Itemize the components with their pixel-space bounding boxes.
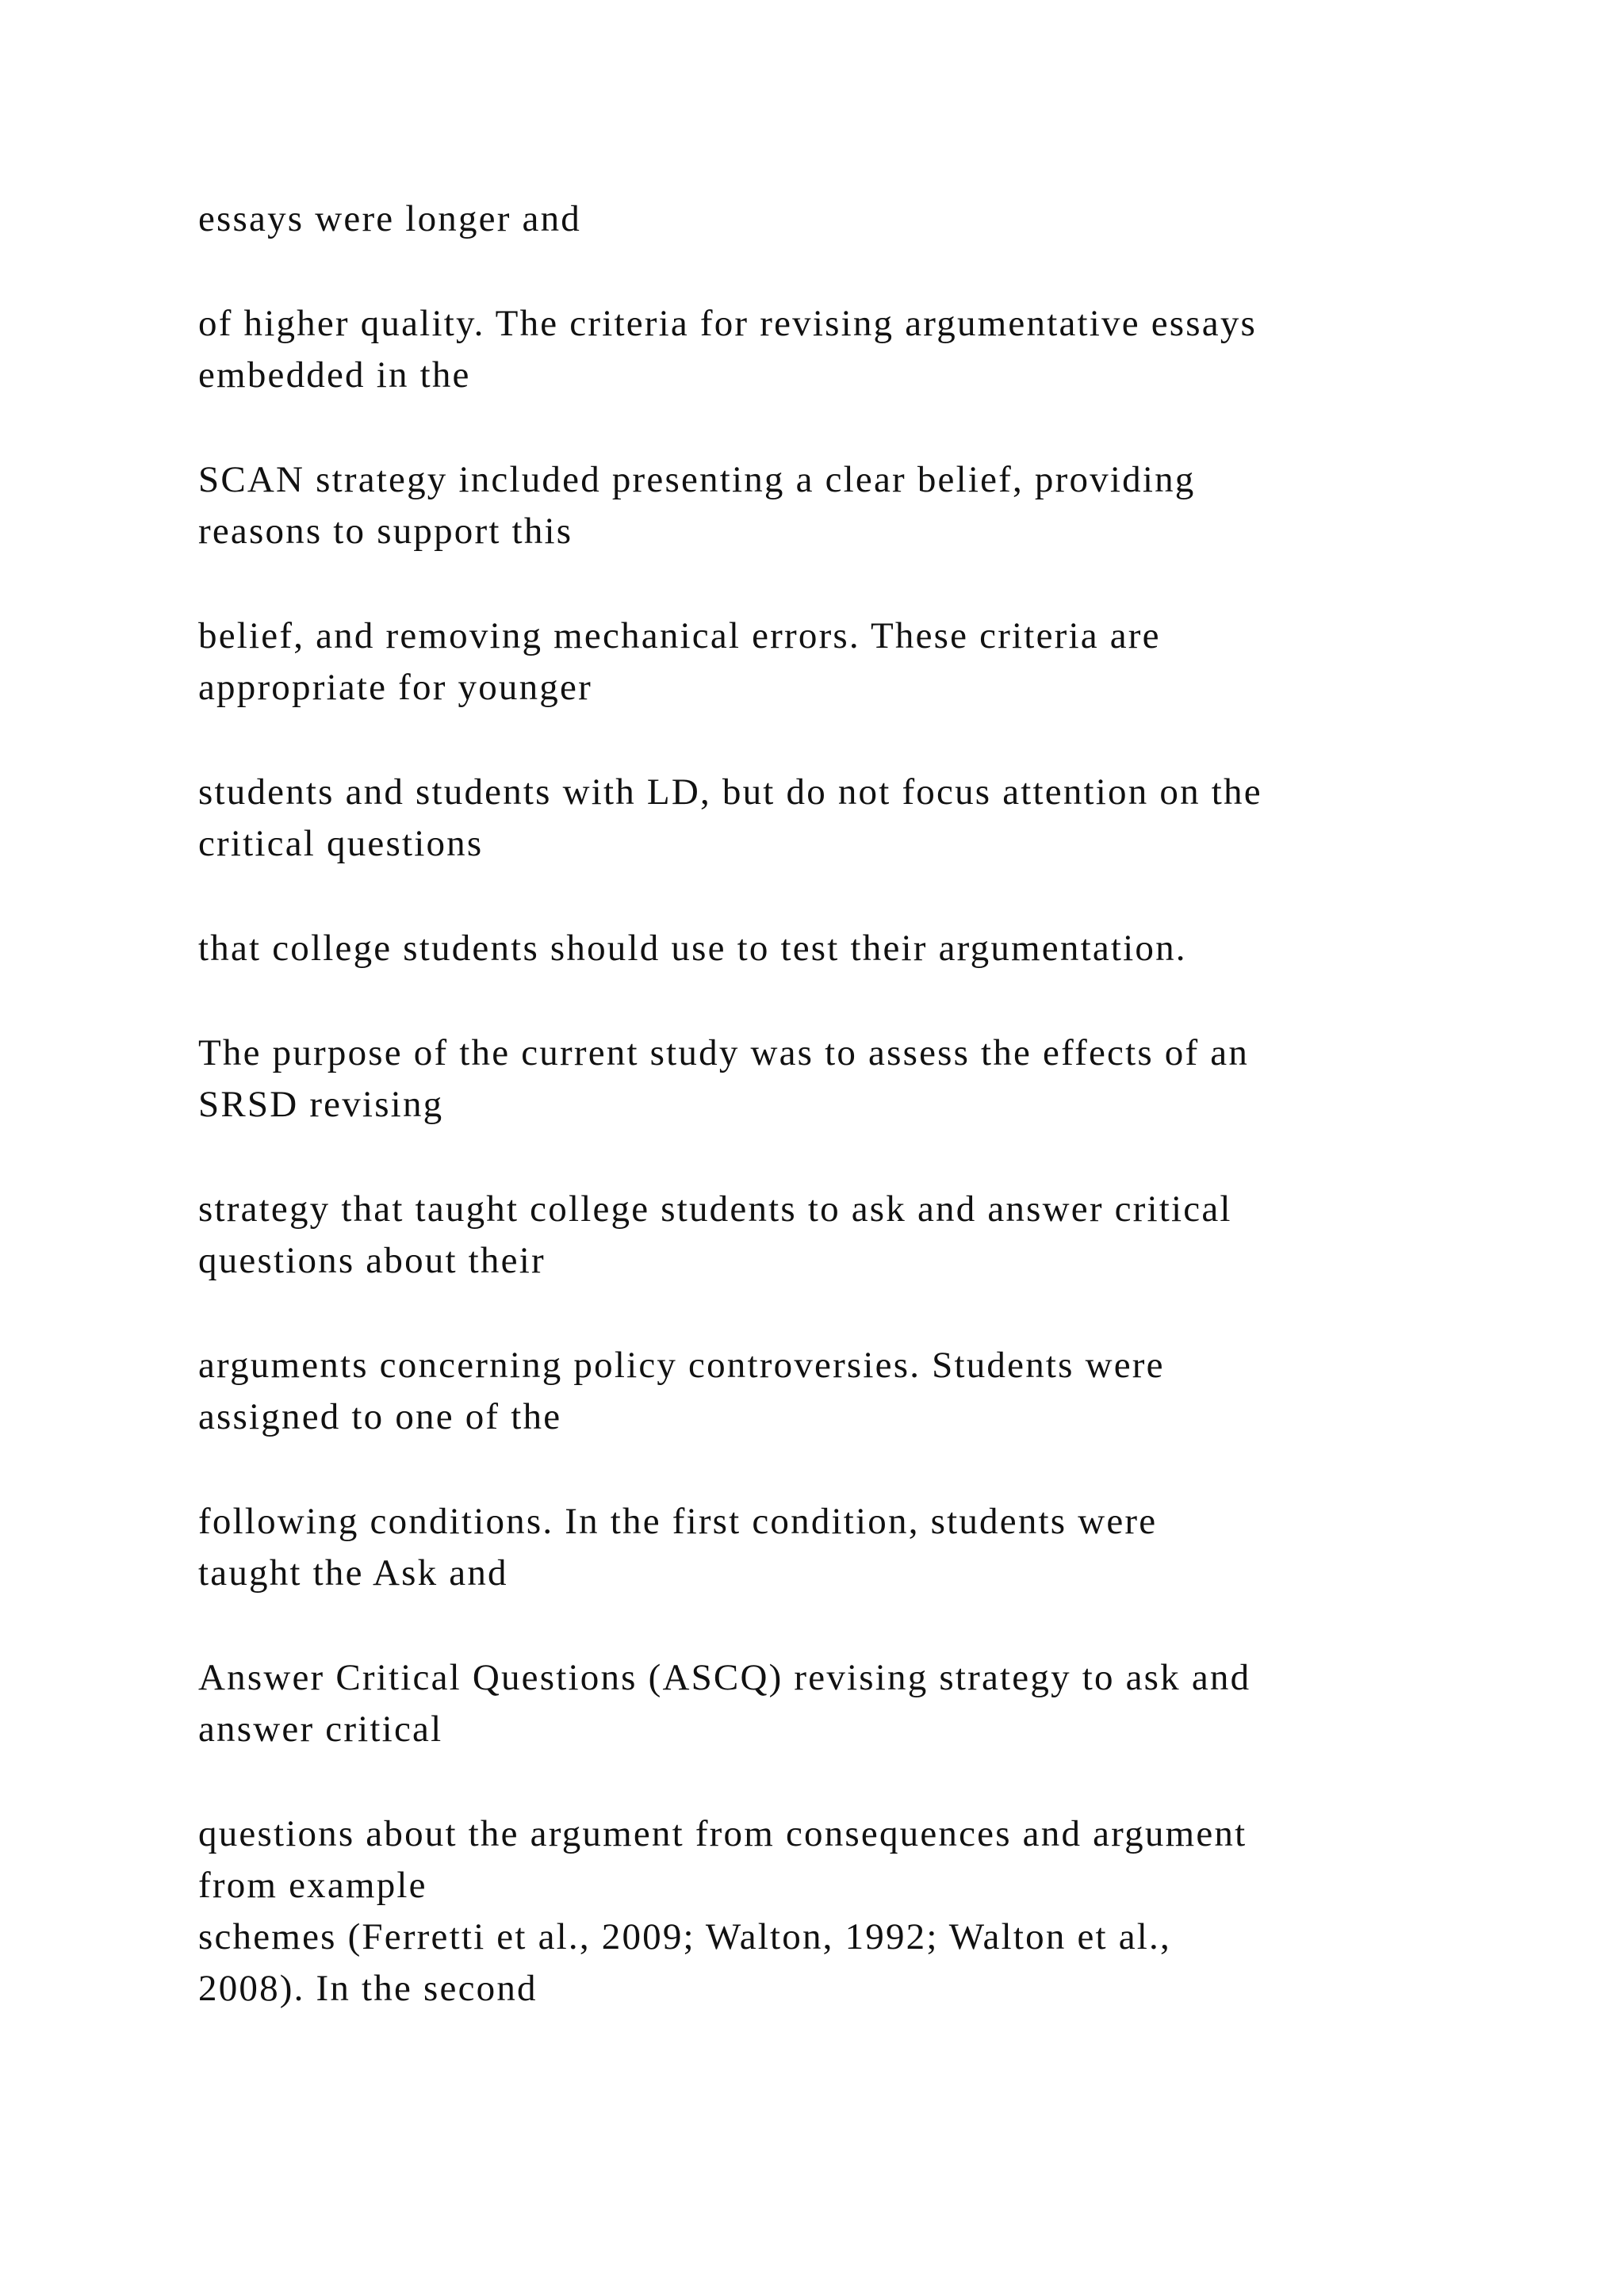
paragraph: strategy that taught college students to ask and answer critical questions about their <box>198 1188 1232 1281</box>
paragraph: that college students should use to test their argumentation. <box>198 928 1187 969</box>
paragraph: Answer Critical Questions (ASCQ) revising strategy to ask and answer critical <box>198 1657 1251 1750</box>
paragraph: questions about the argument from consequences and argument from example schemes (Ferretti et al., 2009; Walton, 1992; Walton et al., 2008). In the second <box>198 1813 1247 2009</box>
paragraph: The purpose of the current study was to assess the effects of an SRSD revising <box>198 1032 1250 1125</box>
paragraph: belief, and removing mechanical errors. These criteria are appropriate for younger <box>198 615 1161 708</box>
paragraph: arguments concerning policy controversies. Students were assigned to one of the <box>198 1345 1165 1437</box>
paragraph: students and students with LD, but do not focus attention on the critical questions <box>198 771 1262 864</box>
paragraph: SCAN strategy included presenting a clear belief, providing reasons to support this <box>198 459 1196 552</box>
paragraph: of higher quality. The criteria for revising argumentative essays embedded in the <box>198 303 1258 396</box>
paragraph: following conditions. In the first condition, students were taught the Ask and <box>198 1501 1158 1594</box>
paragraph: essays were longer and <box>198 198 581 239</box>
